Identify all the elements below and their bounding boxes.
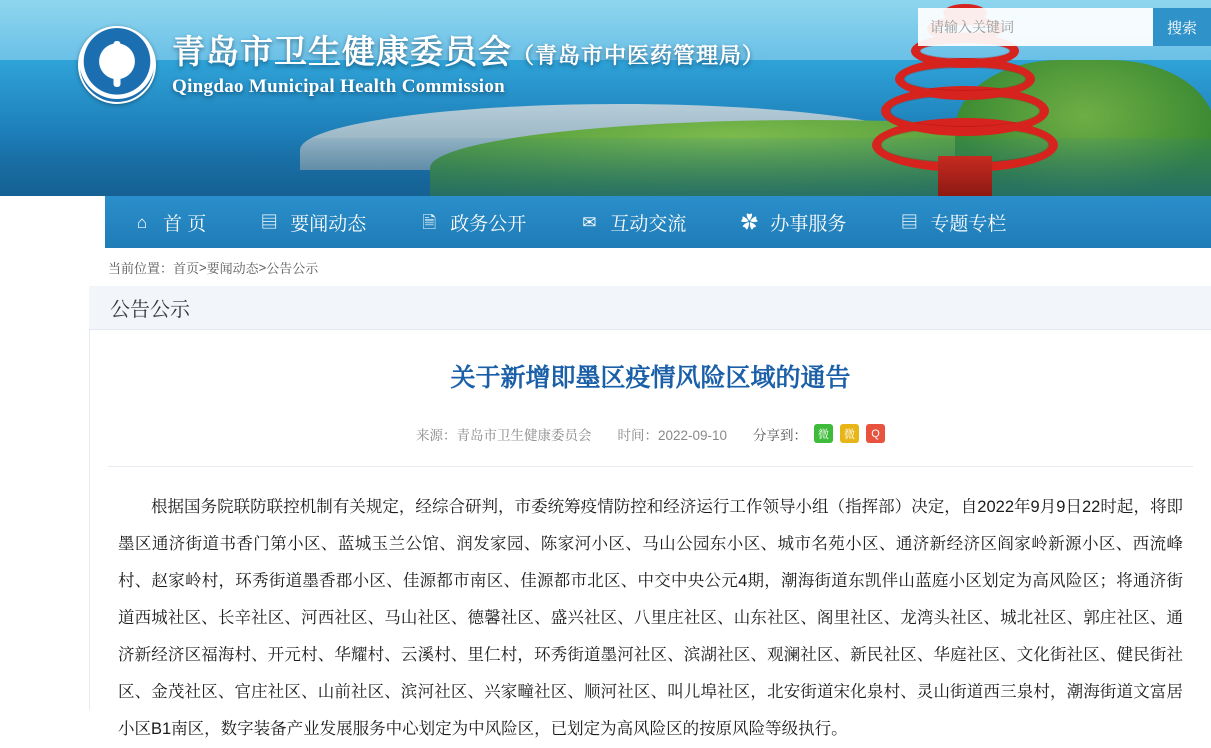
site-title-cn: 青岛市卫生健康委员会 <box>172 33 512 70</box>
article-source <box>416 424 592 444</box>
home-icon: ⌂ <box>131 211 153 233</box>
nav-label-news: 要闻动态 <box>290 209 366 236</box>
breadcrumb <box>0 248 1211 286</box>
nav-item-news[interactable] <box>232 196 392 248</box>
briefcase-icon: 🗎 <box>418 211 440 233</box>
page-title: 公告公示 <box>110 293 190 322</box>
article <box>89 330 1211 710</box>
nav-item-government-affairs[interactable] <box>392 196 552 248</box>
search-button[interactable]: 搜索 <box>1153 8 1211 46</box>
nav-item-columns[interactable] <box>872 196 1032 248</box>
article-time-value: 2022-09-10 <box>658 428 727 443</box>
main-nav[interactable] <box>105 196 1211 248</box>
news-icon: ▤ <box>258 211 280 233</box>
commission-emblem-icon <box>78 26 156 104</box>
nav-label-interaction: 互动交流 <box>610 209 686 236</box>
share-weibo-icon[interactable]: 微 <box>840 424 859 443</box>
site-title-en: Qingdao Municipal Health Commission <box>172 76 765 98</box>
article-title: 关于新增即墨区疫情风险区域的通告 <box>150 360 1151 398</box>
breadcrumb-item-news[interactable]: 要闻动态 <box>207 258 259 277</box>
breadcrumb-item-announcements[interactable]: 公告公示 <box>266 258 318 277</box>
article-meta <box>90 424 1211 444</box>
share-label: 分享到： <box>753 424 807 444</box>
breadcrumb-sep-2: > <box>259 260 267 275</box>
column-icon: ▤ <box>898 211 920 233</box>
breadcrumb-sep-1: > <box>199 260 207 275</box>
share-group <box>753 424 885 444</box>
nav-item-services[interactable] <box>712 196 872 248</box>
nav-label-services: 办事服务 <box>770 209 846 236</box>
breadcrumb-prefix: 当前位置： <box>108 258 173 277</box>
article-source-label: 来源： <box>416 428 457 443</box>
share-wechat-icon[interactable]: 微 <box>814 424 833 443</box>
search-input[interactable] <box>918 8 1153 46</box>
site-subtitle-cn: （青岛市中医药管理局） <box>512 43 765 68</box>
breadcrumb-item-home[interactable]: 首页 <box>173 258 199 277</box>
share-qzone-icon[interactable]: Q <box>866 424 885 443</box>
mail-icon: ✉ <box>578 211 600 233</box>
site-logo[interactable] <box>78 26 765 104</box>
nav-label-home: 首 页 <box>163 209 206 236</box>
section-header <box>89 286 1211 330</box>
article-divider <box>108 466 1193 467</box>
article-time <box>617 424 727 444</box>
nav-label-government-affairs: 政务公开 <box>450 209 526 236</box>
article-body: 根据国务院联防联控机制有关规定，经综合研判，市委统筹疫情防控和经济运行工作领导小组（指挥部）决定，自2022年9月9日22时起，将即墨区通济街道书香门第小区、蓝城玉兰公馆、润发家园、陈家河小区、马山公园东小区、城市名苑小区、通济新经济区阎家岭新源小区、西流峰村、赵家岭村，环秀街道墨香郡小区、佳源都市南区、佳源都市北区、中交中央公元4期，潮海街道东凯伴山蓝庭小区划定为高风险区；将通济街道西城社区、长辛社区、河西社区、马山社区、德馨社区、盛兴社区、八里庄社区、山东社区、阁里社区、龙湾头社区、城北社区、郭庄社区、通济新经济区福海村、开元村、华耀村、云溪村、里仁村，环秀街道墨河社区、滨湖社区、观澜社区、新民社区、华庭社区、文化街社区、健民街社区、金茂社区、官庄社区、山前社区、滨河社区、兴家疃社区、顺河社区、叫儿埠社区，北安街道宋化泉村、灵山街道西三泉村，潮海街道文富居小区B1南区，数字装备产业发展服务中心划定为中风险区，已划定为高风险区的按原风险等级执行。 <box>118 489 1183 748</box>
nav-item-home[interactable] <box>105 196 232 248</box>
search-box[interactable] <box>918 8 1211 46</box>
article-time-label: 时间： <box>617 428 658 443</box>
site-logo-text <box>172 32 765 98</box>
service-icon: ✿ <box>738 211 760 233</box>
nav-label-columns: 专题专栏 <box>930 209 1006 236</box>
site-banner <box>0 0 1211 196</box>
nav-item-interaction[interactable] <box>552 196 712 248</box>
article-source-value: 青岛市卫生健康委员会 <box>456 428 591 443</box>
